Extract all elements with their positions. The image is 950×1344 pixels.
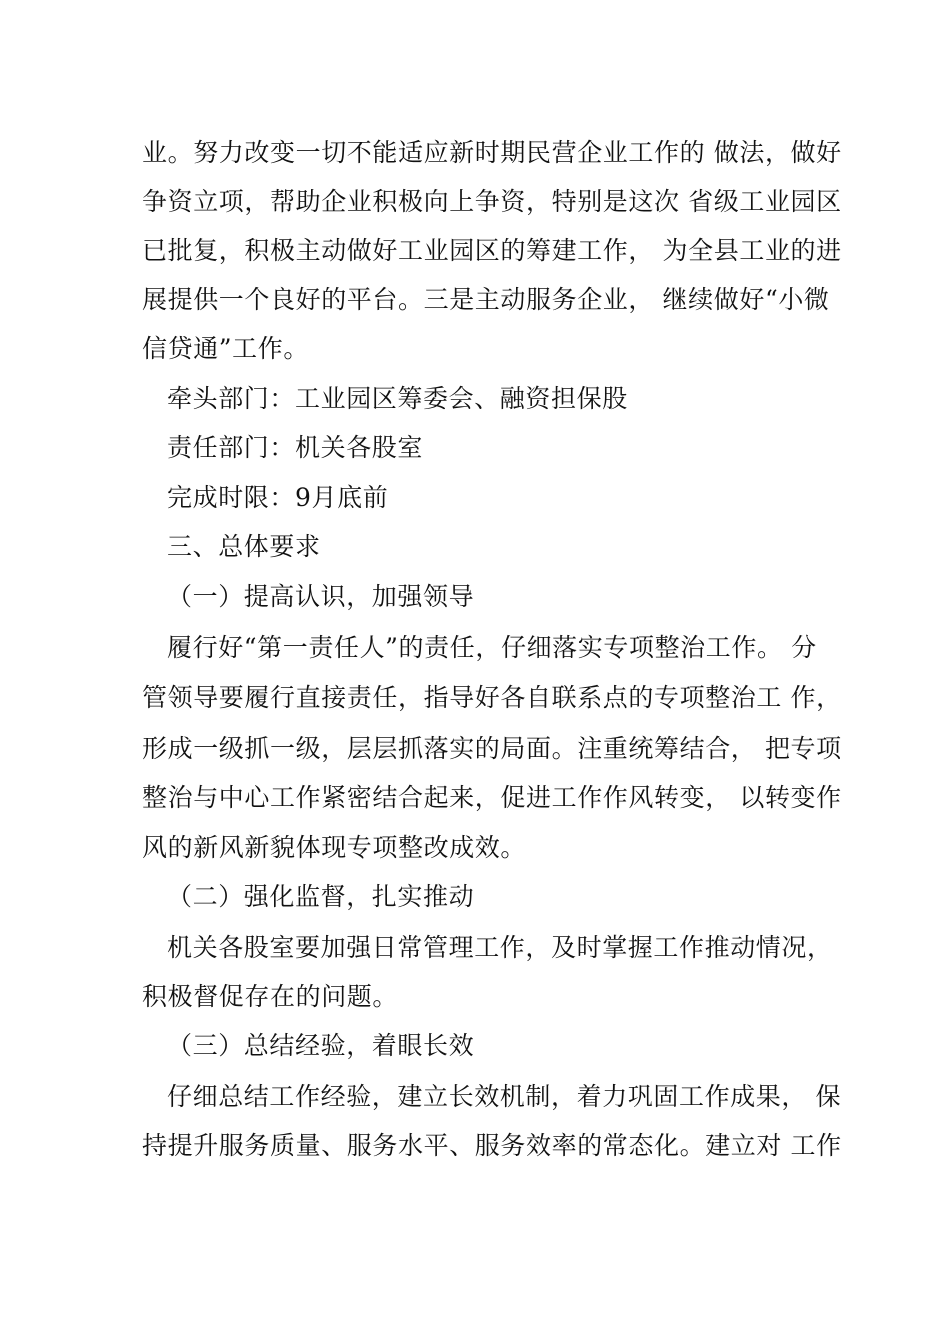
- subsection-heading: （二）强化监督，扎实推动: [167, 882, 475, 911]
- body-text-line: 履行好“第一责任人”的责任，仔细落实专项整治工作。 分: [167, 633, 817, 662]
- subsection-heading: （三）总结经验，着眼长效: [167, 1031, 475, 1060]
- body-text-line: 展提供一个良好的平台。三是主动服务企业， 继续做好“小微: [142, 285, 830, 314]
- body-text-line: 整治与中心工作紧密结合起来，促进工作作风转变， 以转变作: [142, 783, 842, 812]
- body-text-line: 持提升服务质量、服务水平、服务效率的常态化。建立对 工作: [142, 1131, 842, 1160]
- subsection-heading: （一）提高认识，加强领导: [167, 582, 475, 611]
- body-text-line: 积极督促存在的问题。: [142, 982, 399, 1011]
- body-text-line: 机关各股室要加强日常管理工作，及时掌握工作推动情况，: [167, 933, 833, 962]
- body-text-line: 风的新风新貌体现专项整改成效。: [142, 833, 527, 862]
- lead-department-line: 牵头部门：工业园区筹委会、融资担保股: [167, 384, 628, 413]
- body-text-line: 已批复，积极主动做好工业园区的筹建工作， 为全县工业的进: [142, 236, 842, 265]
- section-heading: 三、总体要求: [167, 532, 321, 561]
- body-text-line: 仔细总结工作经验，建立长效机制，着力巩固工作成果， 保: [167, 1082, 842, 1111]
- body-text-line: 管领导要履行直接责任，指导好各自联系点的专项整治工 作，: [142, 683, 842, 712]
- body-text-line: 信贷通”工作。: [142, 334, 309, 363]
- body-text-line: 争资立项，帮助企业积极向上争资，特别是这次 省级工业园区: [142, 187, 842, 216]
- deadline-line: 完成时限：9月底前: [167, 483, 389, 512]
- body-text-line: 形成一级抓一级，层层抓落实的局面。注重统筹结合， 把专项: [142, 734, 842, 763]
- body-text-line: 业。努力改变一切不能适应新时期民营企业工作的 做法，做好: [142, 138, 842, 167]
- responsible-department-line: 责任部门：机关各股室: [167, 433, 424, 462]
